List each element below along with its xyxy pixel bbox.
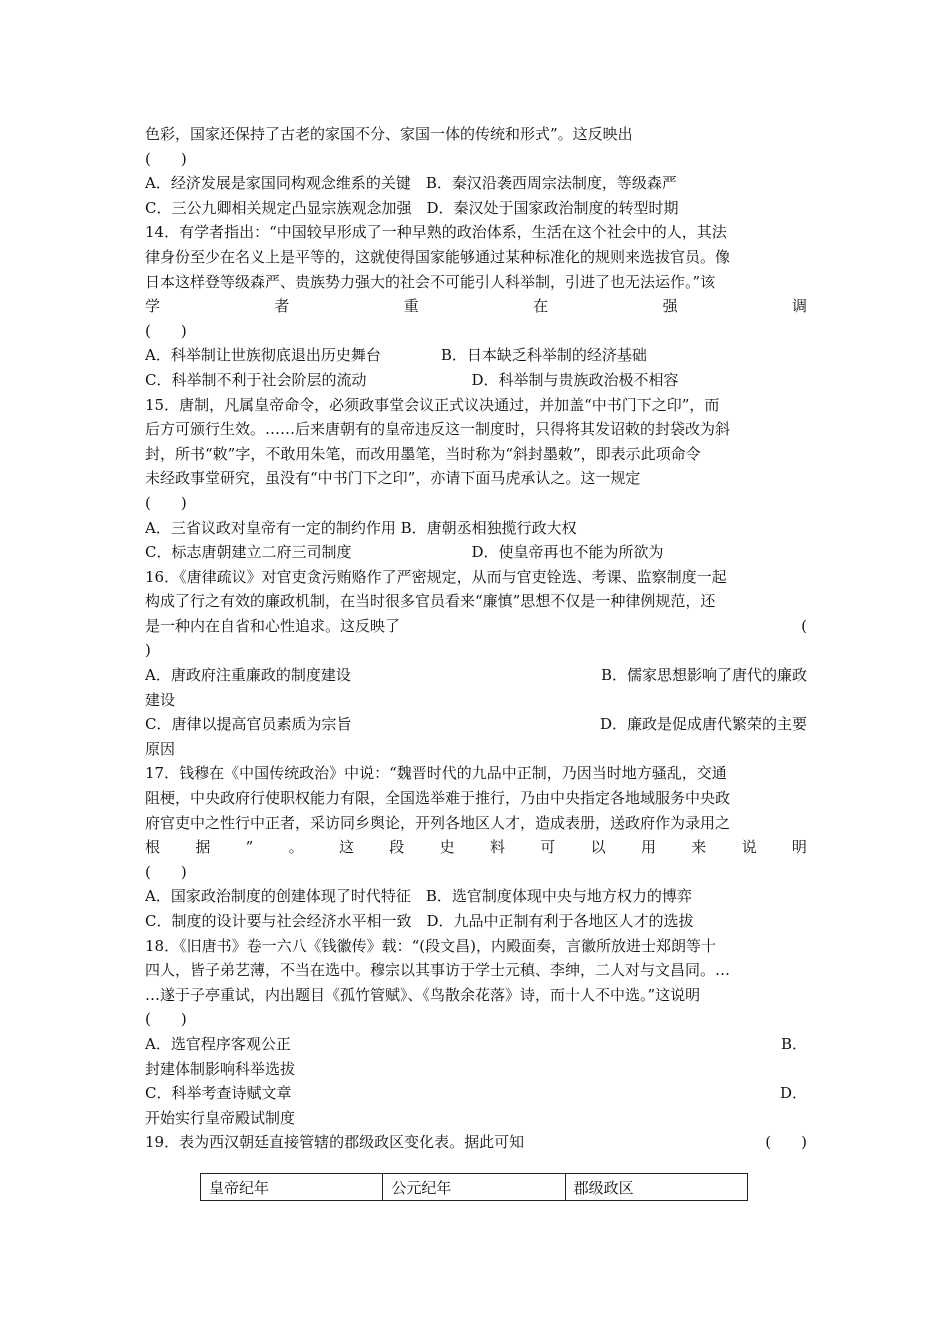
question-15: 15．唐制，凡属皇帝命令，必须政事堂会议正式议决通过，并加盖“中书门下之印”，而: [145, 395, 720, 414]
answer-paren: ): [145, 641, 151, 660]
option-line: A．国家政治制度的创建体现了时代特征 B．选官制度体现中央与地方权力的博弈: [145, 887, 692, 906]
option-line: C．科举制不利于社会阶层的流动 D．科举制与贵族政治极不相容: [145, 370, 679, 389]
answer-paren: ( ): [145, 149, 187, 168]
spread-line: 学 者 重 在 强 调: [145, 297, 807, 316]
option-line: C．唐律以提高官员素质为宗旨 D．廉政是促成唐代繁荣的主要: [145, 715, 807, 734]
option-line: A．科举制让世族彻底退出历史舞台 B．日本缺乏科举制的经济基础: [145, 346, 647, 365]
table-header-row: [201, 1174, 748, 1201]
question-19: 19．表为西汉朝廷直接管辖的郡级政区变化表。据此可知 ( ): [145, 1133, 807, 1152]
question-14: 14．有学者指出：“中国较早形成了一种早熟的政治体系，生活在这个社会中的人，其法: [145, 223, 727, 242]
text-line: 府官吏中之性行中正者，采访同乡舆论，开列各地区人才，造成表册，送政府作为录用之: [145, 813, 731, 832]
option-line: C．制度的设计要与社会经济水平相一致 D．九品中正制有利于各地区人才的选拔: [145, 912, 694, 930]
table-header-cell: 郡级政区: [565, 1174, 747, 1201]
option-line: 封建体制影响科举选拔: [145, 1059, 296, 1078]
answer-paren: ( ): [145, 321, 187, 340]
question-18: 18．《旧唐书》卷一六八《钱徽传》载：“(段文昌)，内殿面奏，言徽所放进士郑朗等十: [145, 936, 716, 955]
option-line: 开始实行皇帝殿试制度: [145, 1108, 296, 1127]
text-line: 是一种内在自省和心性追求。这反映了 (: [145, 616, 807, 635]
option-line: A．三省议政对皇帝有一定的制约作用 B．唐朝丞相独揽行政大权: [145, 518, 577, 537]
text-line: 色彩，国家还保持了古老的家国不分、家国一体的传统和形式”。这反映出: [145, 125, 633, 143]
question-17: 17．钱穆在《中国传统政治》中说：“魏晋时代的九品中正制，乃因当时地方骚乱，交通: [145, 764, 727, 783]
text-line: 封，所书“敕”字，不敢用朱笔，而改用墨笔，当时称为“斜封墨敕”，即表示此项命令: [145, 444, 701, 463]
table-header-cell: 公元纪年: [383, 1174, 565, 1201]
text-line: 后方可颁行生效。……后来唐朝有的皇帝违反这一制度时，只得将其发诏敕的封袋改为斜: [145, 420, 731, 439]
text-line: 四人，皆子弟艺薄，不当在选中。穆宗以其事访于学士元稹、李绅，二人对与文昌同。…: [145, 961, 731, 980]
option-line: C．科举考查诗赋文章 D．: [145, 1084, 807, 1103]
option-line: C．三公九卿相关规定凸显宗族观念加强 D．秦汉处于国家政治制度的转型时期: [145, 198, 679, 217]
option-line: A．唐政府注重廉政的制度建设 B．儒家思想影响了唐代的廉政: [145, 666, 807, 685]
option-line: 原因: [145, 739, 176, 758]
spread-line: 根 据 ” 。 这 段 史 料 可 以 用 来 说 明: [145, 838, 807, 857]
text-line: 律身份至少在名义上是平等的，这就使得国家能够通过某种标准化的规则来选拔官员。像: [145, 247, 731, 266]
text-line: 未经政事堂研究，虽没有“中书门下之印”，亦请下面马虎承认之。这一规定: [145, 469, 641, 488]
answer-paren: ( ): [145, 493, 187, 512]
option-line: 建设: [145, 690, 176, 709]
text-line: 构成了行之有效的廉政机制，在当时很多官员看来“廉慎”思想不仅是一种律例规范，还: [145, 592, 716, 611]
question-16: 16．《唐律疏议》对官吏贪污贿赂作了严密规定，从而与官吏铨选、考课、监察制度一起: [145, 567, 727, 586]
answer-paren: ( ): [145, 1010, 187, 1029]
table-header-cell: 皇帝纪年: [201, 1174, 383, 1201]
option-line: C．标志唐朝建立二府三司制度 D．使皇帝再也不能为所欲为: [145, 543, 664, 562]
text-line: …遂于子亭重试，内出题目《孤竹管赋》、《鸟散余花落》诗，而十人不中选。”这说明: [145, 985, 701, 1004]
text-line: 日本这样登等级森严、贵族势力强大的社会不可能引人科举制，引进了也无法运作。”该: [145, 272, 716, 291]
region-table: [200, 1173, 748, 1201]
exam-page: [145, 122, 807, 1155]
text-line: 阻梗，中央政府行使职权能力有限，全国选举难于推行，乃由中央指定各地域服务中央政: [145, 789, 731, 808]
option-line: A．经济发展是家国同构观念维系的关键 B．秦汉沿袭西周宗法制度，等级森严: [145, 174, 677, 193]
option-line: A．选官程序客观公正 B．: [145, 1034, 807, 1053]
answer-paren: ( ): [145, 862, 187, 881]
